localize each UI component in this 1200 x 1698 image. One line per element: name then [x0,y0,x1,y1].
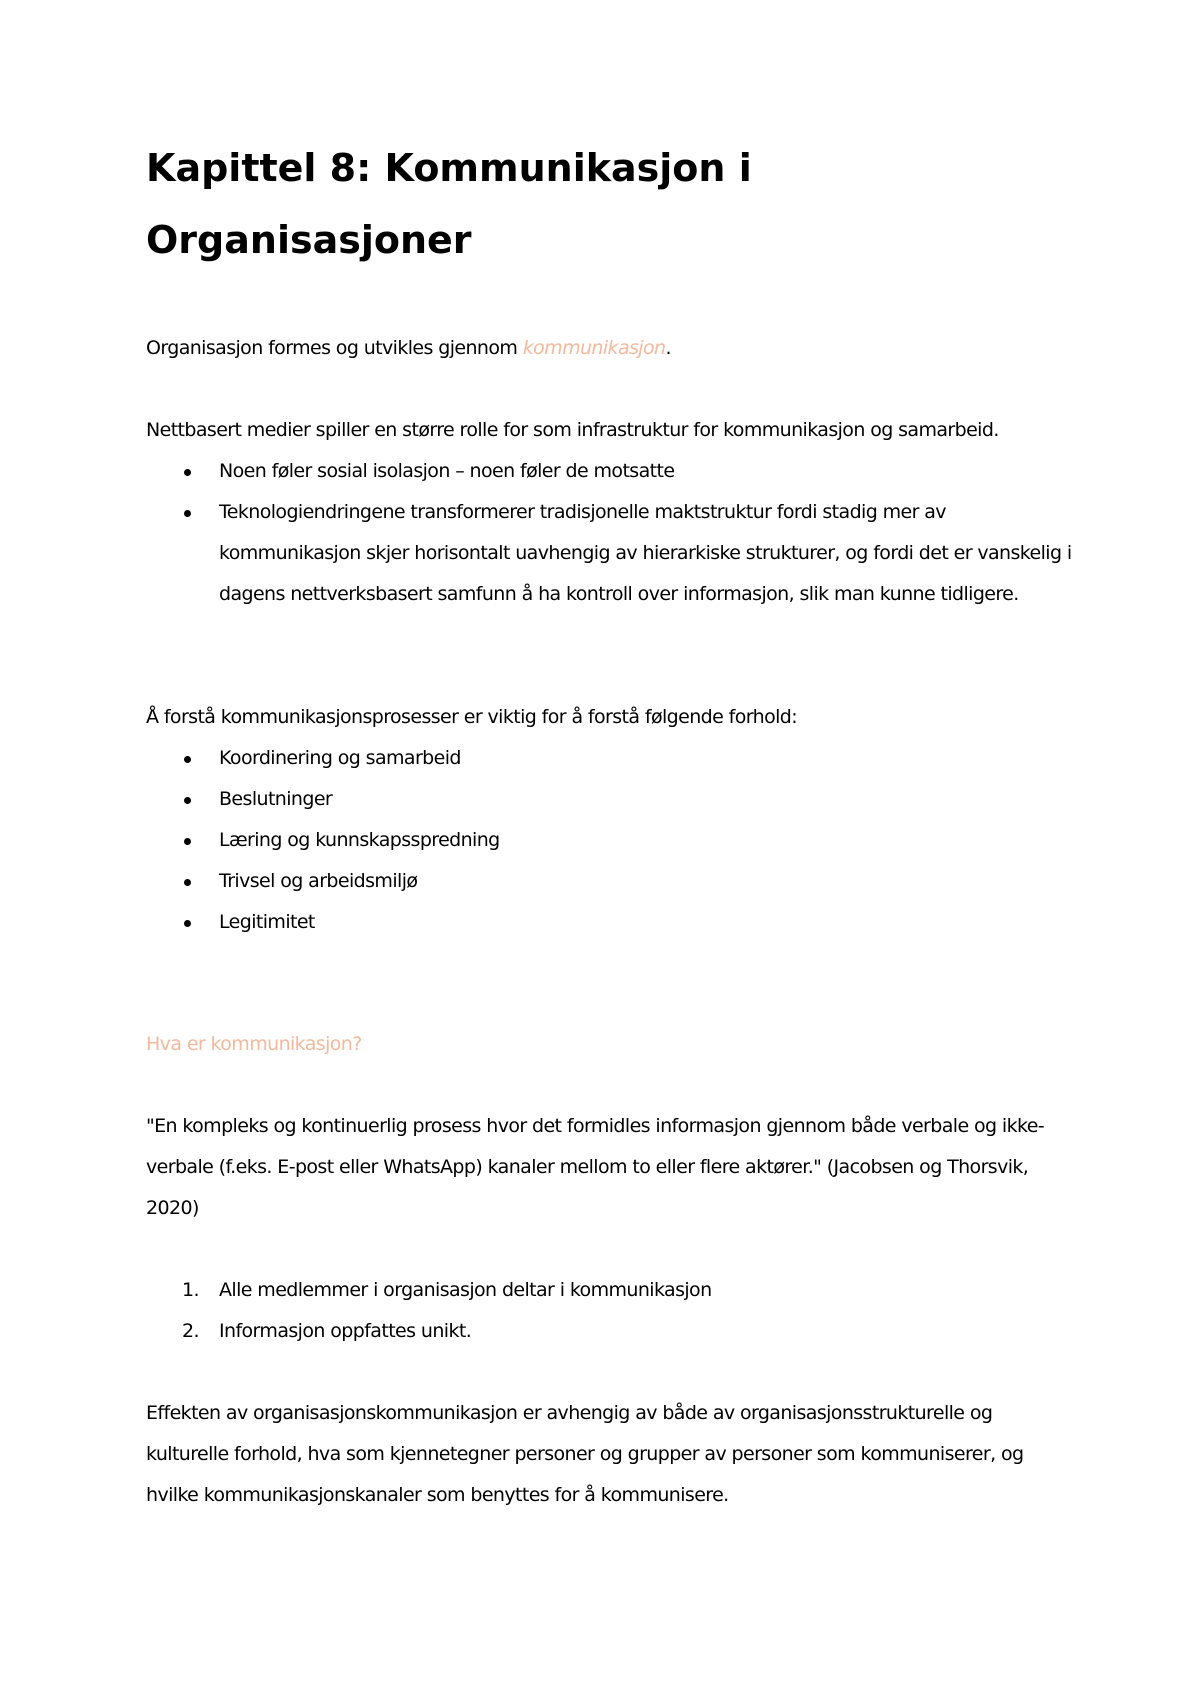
bullet-icon [184,879,191,886]
list-item [146,779,1076,820]
numbered-item [146,1270,1076,1311]
numbered-item-text: Informasjon oppfattes unikt. [219,1320,472,1342]
page-title: Kapittel 8: Kommunikasjon i Organisasjoner [146,146,752,262]
section-media-bullets [146,451,1076,615]
list-item-text: Koordinering og samarbeid [219,747,461,769]
list-item [146,861,1076,902]
intro-paragraph [146,328,1076,369]
section-processes [146,697,1076,943]
list-number: 1. [182,1279,199,1301]
list-item-text: Trivsel og arbeidsmiljø [219,870,418,892]
list-item [146,820,1076,861]
list-item-text: Læring og kunnskapsspredning [219,829,500,851]
numbered-block [146,1270,1076,1352]
list-item [146,902,1076,943]
closing-text: Effekten av organisasjonskommunikasjon er avhengig av både av organisasjonsstrukturelle og kulturelle forhold, hva som kjennetegner personer og grupper av personer som kommuniserer, og hvilke kommunikasjonskanaler som benyttes for å kommunisere. [146,1402,1024,1506]
quote-paragraph [146,1106,1076,1229]
list-item [146,492,1076,615]
bullet-icon [184,838,191,845]
bullet-icon [184,920,191,927]
section-processes-bullets [146,738,1076,943]
list-item [146,451,1076,492]
definition-quote: "En kompleks og kontinuerlig prosess hvor det formidles informasjon gjennom både verbale og ikke-verbale (f.eks. E-post eller WhatsApp) kanaler mellom to eller flere aktører." (Jacobsen og Thorsvik, 2020) [146,1115,1045,1219]
section-media-lead: Nettbasert medier spiller en større rolle for som infrastruktur for kommunikasjon og samarbeid. [146,419,999,441]
list-item-text: Beslutninger [219,788,333,810]
list-number: 2. [182,1320,199,1342]
list-item [146,738,1076,779]
intro-text: Organisasjon formes og utvikles gjennom [146,337,523,359]
closing-paragraph [146,1393,1076,1516]
intro-highlight: kommunikasjon [522,337,666,359]
section-heading: Hva er kommunikasjon? [146,1033,362,1055]
numbered-item [146,1311,1076,1352]
section-processes-lead: Å forstå kommunikasjonsprosesser er viktig for å forstå følgende forhold: [146,706,798,728]
section-media [146,410,1076,615]
bullet-icon [184,756,191,763]
list-item-text: Legitimitet [219,911,315,933]
list-item-text: Teknologiendringene transformerer tradisjonelle maktstruktur fordi stadig mer av kommunikasjon skjer horisontalt uavhengig av hierarkiske strukturer, og fordi det er vanskelig i dagens nettverksbasert samfunn å ha kontroll over informasjon, slik man kunne tidligere. [219,501,1072,605]
subheading-block [146,1024,1076,1065]
bullet-icon [184,797,191,804]
list-item-text: Noen føler sosial isolasjon – noen føler de motsatte [219,460,675,482]
bullet-icon [184,469,191,476]
numbered-list [146,1270,1076,1352]
bullet-icon [184,510,191,517]
intro-end: . [665,337,671,359]
numbered-item-text: Alle medlemmer i organisasjon deltar i kommunikasjon [219,1279,712,1301]
